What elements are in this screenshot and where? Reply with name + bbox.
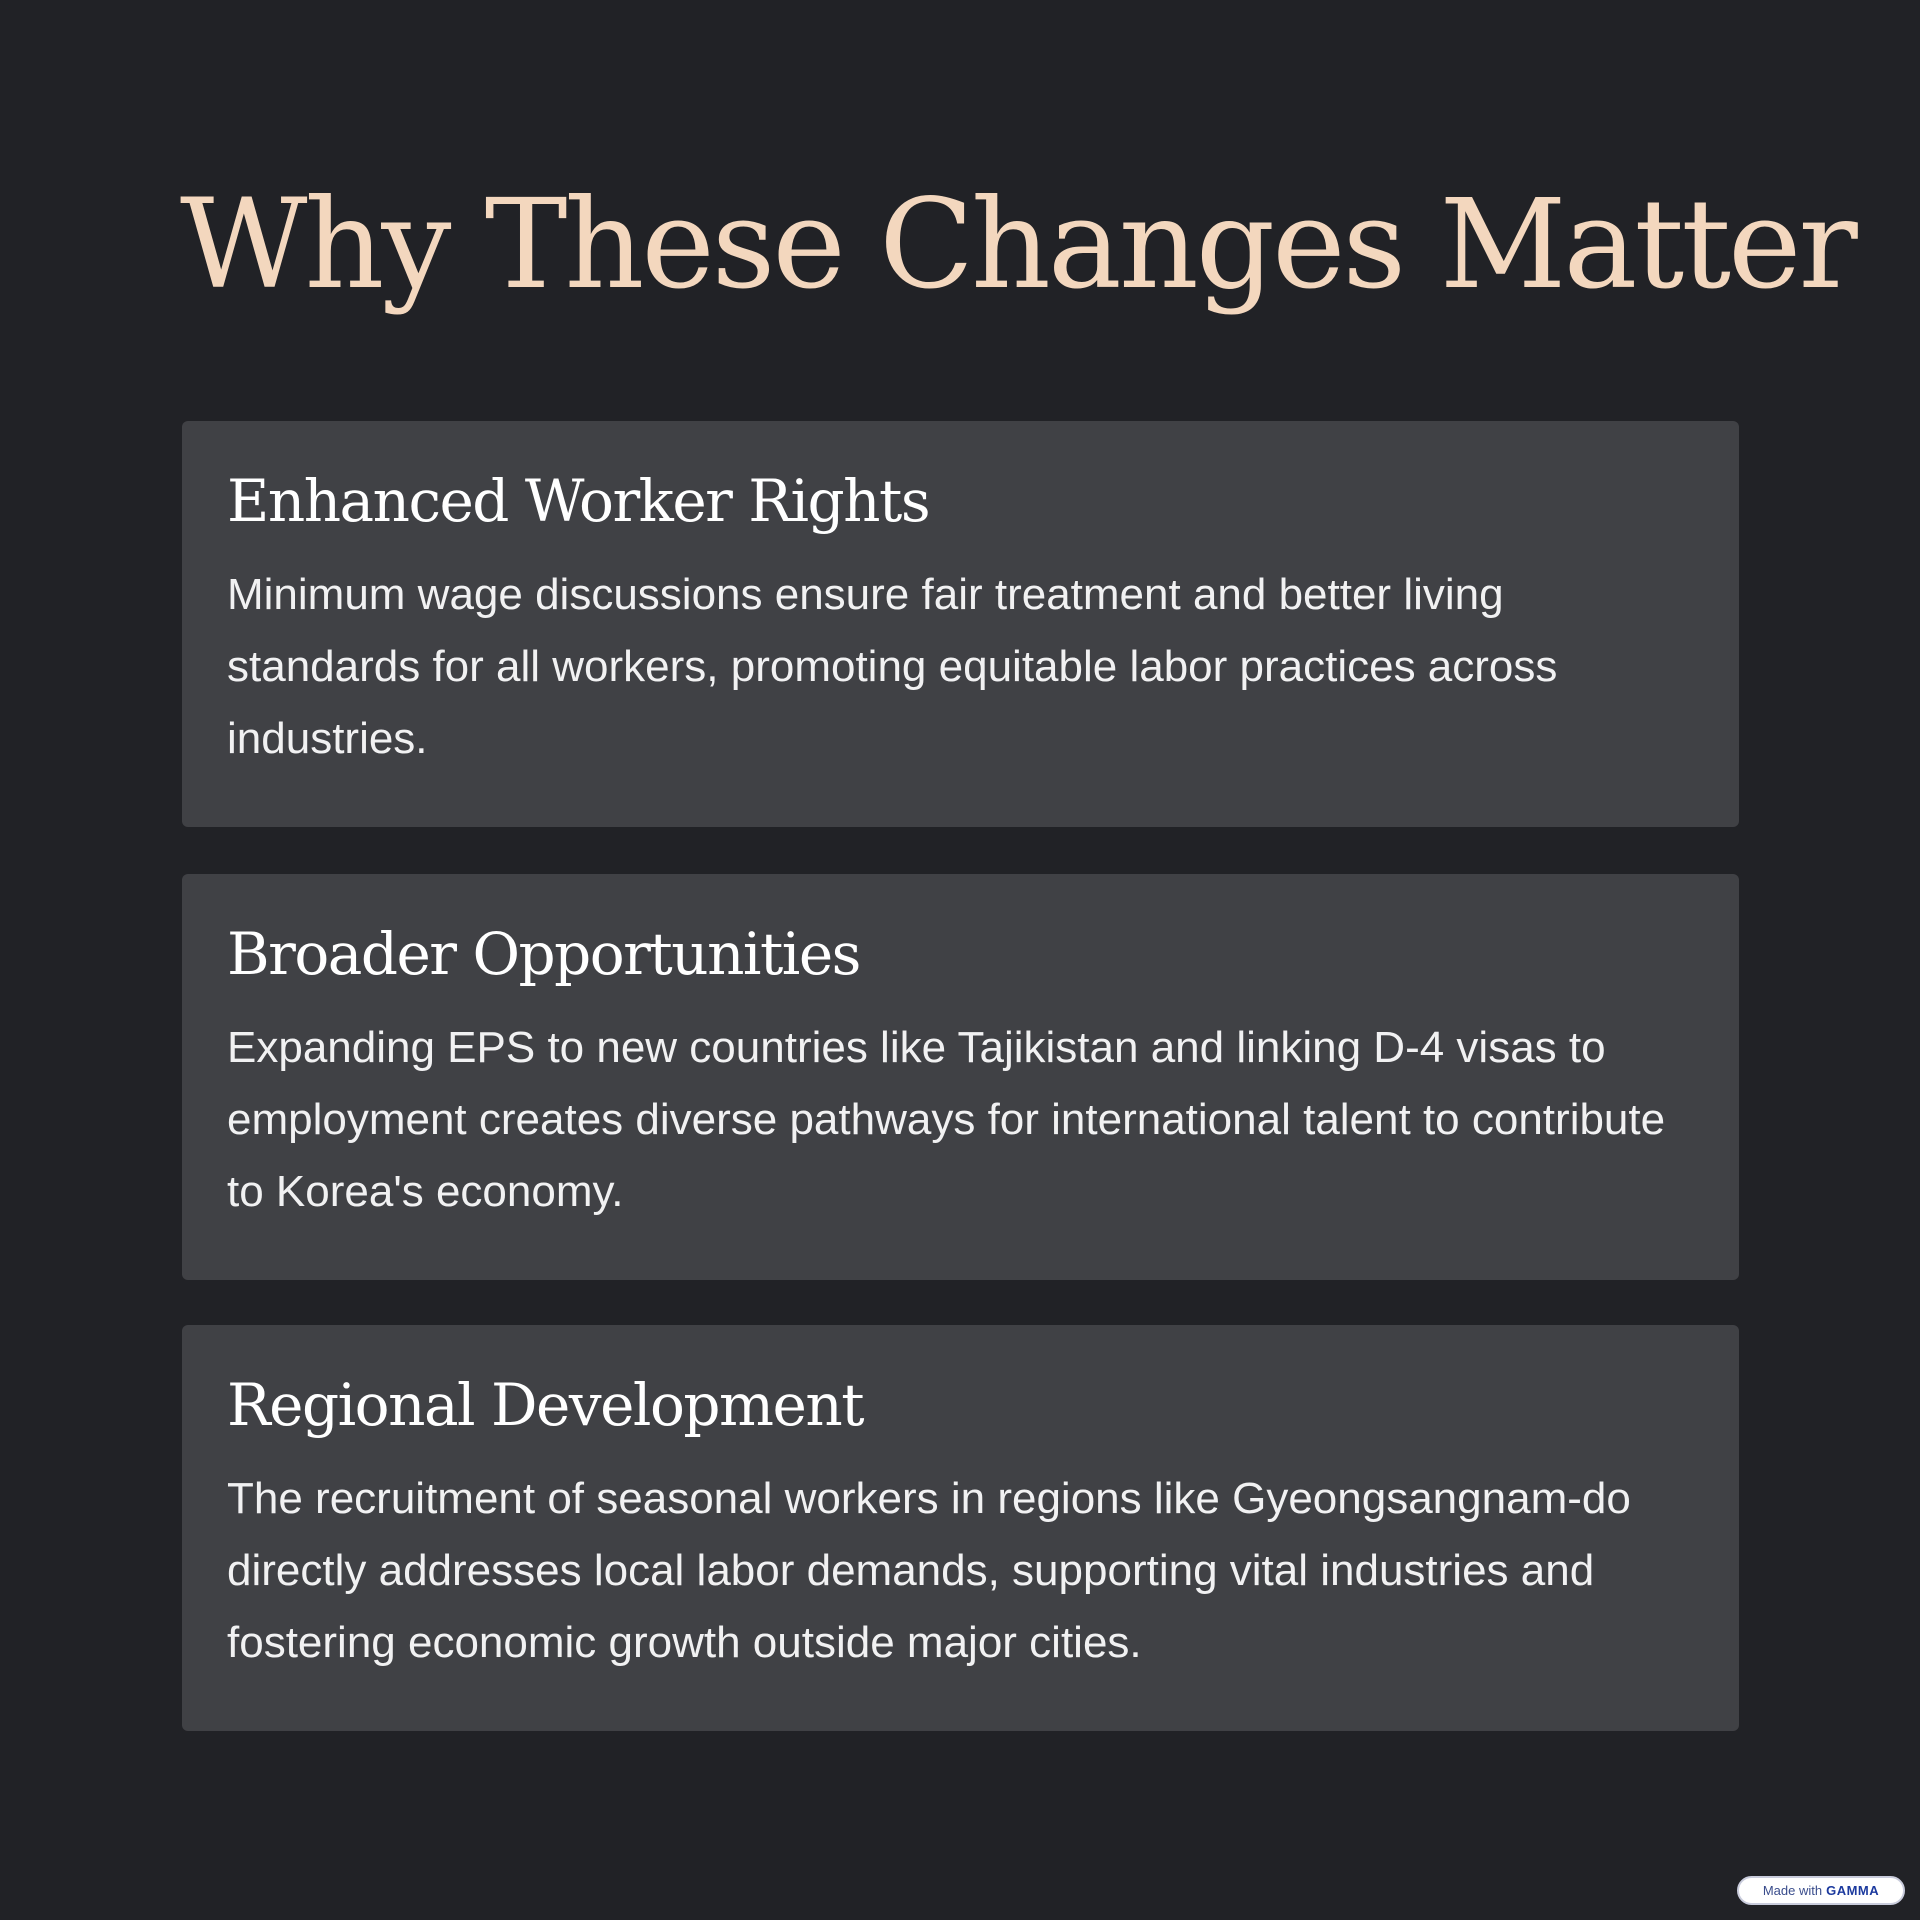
card-heading: Enhanced Worker Rights [227, 467, 930, 535]
card-body: Minimum wage discussions ensure fair treatment and better living standards for all workers, promoting equitable labor practices across industries. [227, 570, 1558, 763]
card-regional-development [182, 1325, 1739, 1731]
page-title: Why These Changes Matter [180, 173, 1855, 317]
card-heading: Regional Development [227, 1371, 864, 1439]
card-body: The recruitment of seasonal workers in regions like Gyeongsangnam-do directly addresses local labor demands, supporting vital industries and fostering economic growth outside major cities. [227, 1474, 1631, 1667]
card-broader-opportunities [182, 874, 1739, 1280]
card-heading: Broader Opportunities [227, 920, 860, 988]
card-enhanced-worker-rights [182, 421, 1739, 827]
made-with-gamma-badge[interactable] [1737, 1876, 1905, 1905]
card-body: Expanding EPS to new countries like Tajikistan and linking D-4 visas to employment creates diverse pathways for international talent to contribute to Korea's economy. [227, 1023, 1666, 1216]
badge-prefix: Made with [1762, 1883, 1823, 1898]
gamma-logo: GAMMA [1826, 1883, 1880, 1898]
